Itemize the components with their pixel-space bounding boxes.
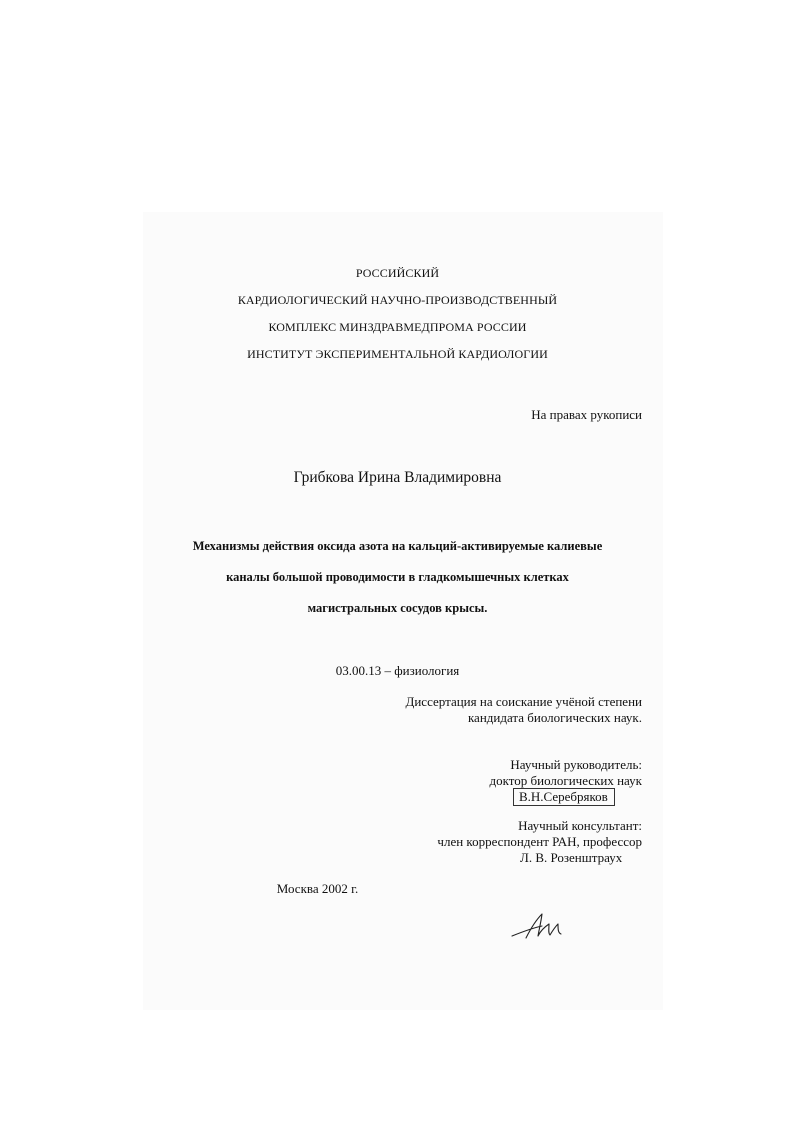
consultant-name: Л. В. Розенштраух — [520, 850, 623, 865]
supervisor-name-box — [513, 788, 615, 806]
consultant-label: Научный консультант: — [518, 818, 642, 833]
header-line-4: ИНСТИТУТ ЭКСПЕРИМЕНТАЛЬНОЙ КАРДИОЛОГИИ — [247, 347, 548, 361]
thesis-title-line-1: Механизмы действия оксида азота на кальций-активируемые калиевые — [192, 539, 603, 553]
specialty-code: 03.00.13 – физиология — [335, 663, 460, 678]
header-line-1: РОССИЙСКИЙ — [355, 266, 440, 280]
author-name: Грибкова Ирина Владимировна — [293, 469, 502, 486]
supervisor-label: Научный руководитель: — [510, 757, 642, 772]
degree-line-1: Диссертация на соискание учёной степени — [405, 694, 642, 709]
header-line-2: КАРДИОЛОГИЧЕСКИЙ НАУЧНО-ПРОИЗВОДСТВЕННЫЙ — [237, 293, 558, 307]
supervisor-name: В.Н.Серебряков — [513, 788, 615, 806]
manuscript-note: На правах рукописи — [531, 407, 642, 422]
handwritten-signature — [508, 910, 568, 944]
header-line-3: КОМПЛЕКС МИНЗДРАВМЕДПРОМА РОССИИ — [268, 320, 527, 334]
thesis-title-line-3: магистральных сосудов крысы. — [307, 601, 488, 615]
supervisor-position: доктор биологических наук — [489, 773, 642, 788]
degree-line-2: кандидата биологических наук. — [467, 710, 642, 725]
thesis-title-line-2: каналы большой проводимости в гладкомышечных клетках — [226, 570, 569, 584]
place-year: Москва 2002 г. — [276, 881, 359, 896]
consultant-position: член корреспондент РАН, профессор — [437, 834, 642, 849]
